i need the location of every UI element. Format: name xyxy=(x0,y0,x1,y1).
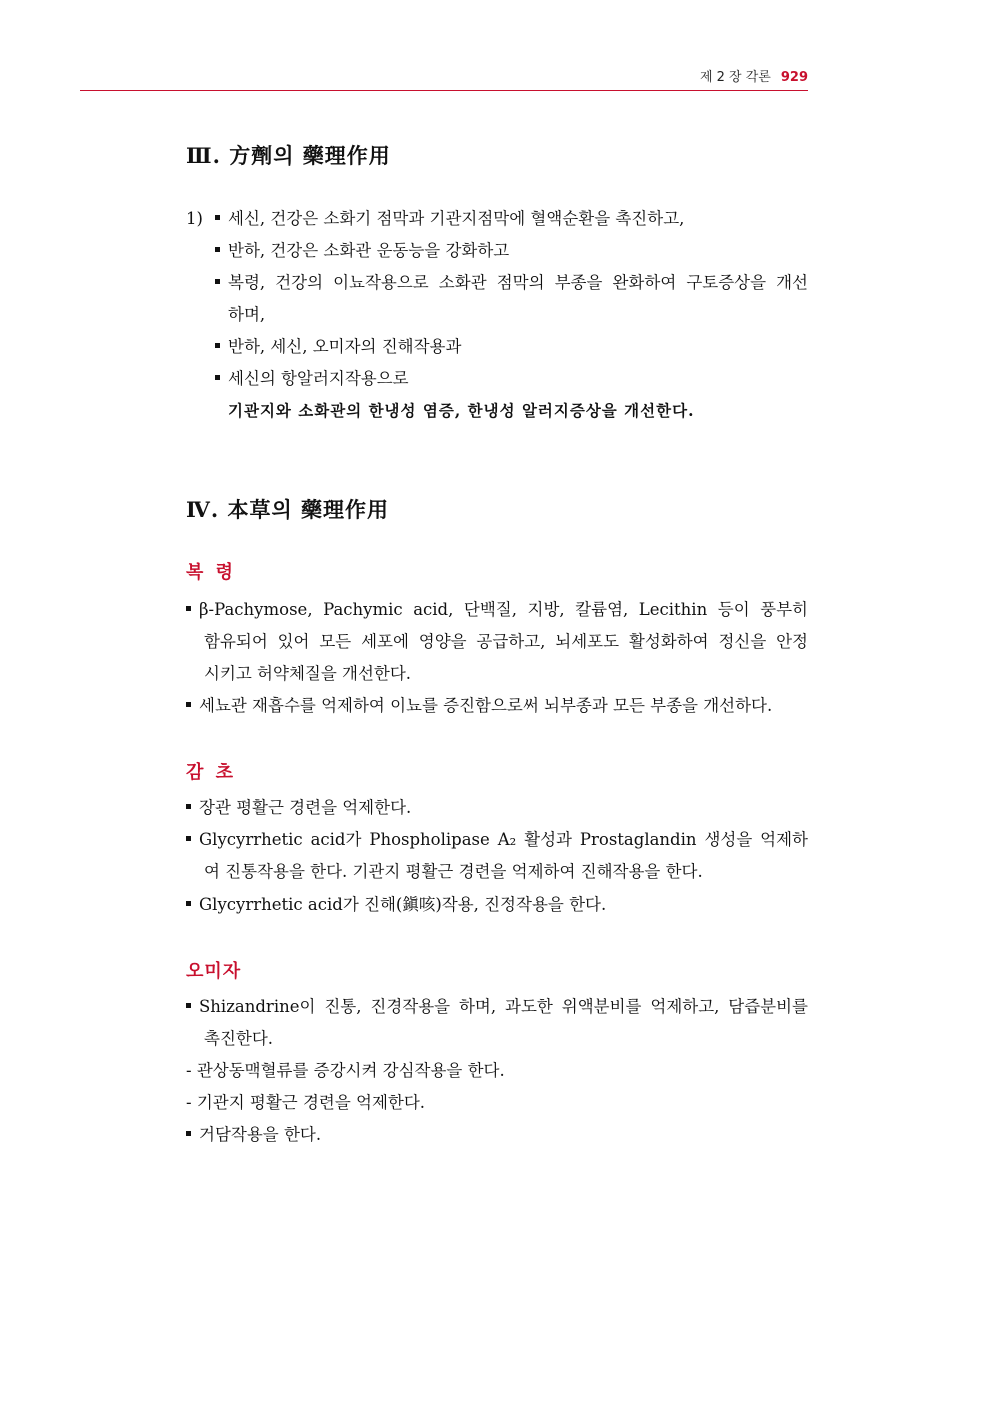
bullet-icon xyxy=(215,375,220,380)
bullet-line xyxy=(186,832,808,849)
bullet-icon xyxy=(215,279,220,284)
bullet-text: Shizandrine이 진통, 진경작용을 하며, 과도한 위액분비를 억제하고, 담즙분비를 xyxy=(199,997,808,1016)
bullet-line xyxy=(186,897,606,914)
bullet-text: Glycyrrhetic acid가 Phospholipase A₂ 활성과 Prostaglandin 생성을 억제하 xyxy=(199,830,808,849)
header-right xyxy=(700,66,808,85)
continuation-line: 여 진통작용을 한다. 기관지 평활근 경련을 억제하여 진해작용을 한다. xyxy=(204,862,703,881)
bullet-line xyxy=(215,371,409,388)
bullet-icon xyxy=(186,804,191,809)
bullet-text: 반하, 건강은 소화관 운동능을 강화하고 xyxy=(228,241,510,260)
bullet-icon xyxy=(186,702,191,707)
bullet-text: 복령, 건강의 이뇨작용으로 소화관 점막의 부종을 완화하여 구토증상을 개선 xyxy=(228,273,808,292)
page-header xyxy=(80,66,808,91)
bullet-icon xyxy=(215,247,220,252)
bullet-line xyxy=(215,339,461,356)
bullet-text: 세신의 항알러지작용으로 xyxy=(228,369,409,388)
dash-line: - 관상동맥혈류를 증강시켜 강심작용을 한다. xyxy=(186,1061,505,1080)
section-4-title: Ⅳ. 本草의 藥理作用 xyxy=(186,497,390,522)
bullet-line xyxy=(215,275,808,292)
continuation-line: 시키고 허약체질을 개선한다. xyxy=(204,664,412,683)
bullet-line xyxy=(215,211,684,228)
page-number: 929 xyxy=(780,70,808,85)
bullet-text: 반하, 세신, 오미자의 진해작용과 xyxy=(228,337,462,356)
bullet-icon xyxy=(215,343,220,348)
dash-line: - 기관지 평활근 경련을 억제한다. xyxy=(186,1093,426,1112)
bullet-text: 세뇨관 재흡수를 억제하여 이뇨를 증진함으로써 뇌부종과 모든 부종을 개선하다. xyxy=(199,696,773,715)
bullet-icon xyxy=(186,1003,191,1008)
bullet-text: 세신, 건강은 소화기 점막과 기관지점막에 혈액순환을 촉진하고, xyxy=(228,209,685,228)
bullet-line xyxy=(215,243,509,260)
bullet-line xyxy=(186,999,808,1016)
bullet-line xyxy=(186,800,411,817)
conclusion-text: 기관지와 소화관의 한냉성 염증, 한냉성 알러지증상을 개선한다. xyxy=(228,401,695,420)
continuation-line: 하며, xyxy=(228,305,266,324)
bullet-line xyxy=(186,602,808,619)
bullet-icon xyxy=(215,215,220,220)
item-number: 1) xyxy=(186,209,203,228)
bullet-icon xyxy=(186,1131,191,1136)
chapter-label: 제 2 장 각론 xyxy=(699,70,771,85)
bullet-text: β-Pachymose, Pachymic acid, 단백질, 지방, 칼륨염, Lecithin 등이 풍부히 xyxy=(199,600,808,619)
bullet-icon xyxy=(186,606,191,611)
section-3-title: Ⅲ. 方劑의 藥理作用 xyxy=(186,143,391,168)
bullet-text: Glycyrrhetic acid가 진해(鎭咳)작용, 진정작용을 한다. xyxy=(199,895,607,914)
herb-title-bokryeong: 복 령 xyxy=(186,562,237,583)
bullet-line xyxy=(186,698,772,715)
continuation-line: 함유되어 있어 모든 세포에 영양을 공급하고, 뇌세포도 활성화하여 정신을 안정 xyxy=(204,632,808,651)
bullet-icon xyxy=(186,836,191,841)
bullet-text: 거담작용을 한다. xyxy=(199,1125,322,1144)
herb-title-gamcho: 감 초 xyxy=(186,762,237,783)
bullet-text: 장관 평활근 경련을 억제한다. xyxy=(199,798,412,817)
herb-title-omija: 오미자 xyxy=(186,961,242,982)
bullet-icon xyxy=(186,901,191,906)
continuation-line: 촉진한다. xyxy=(204,1029,274,1048)
bullet-line xyxy=(186,1127,321,1144)
